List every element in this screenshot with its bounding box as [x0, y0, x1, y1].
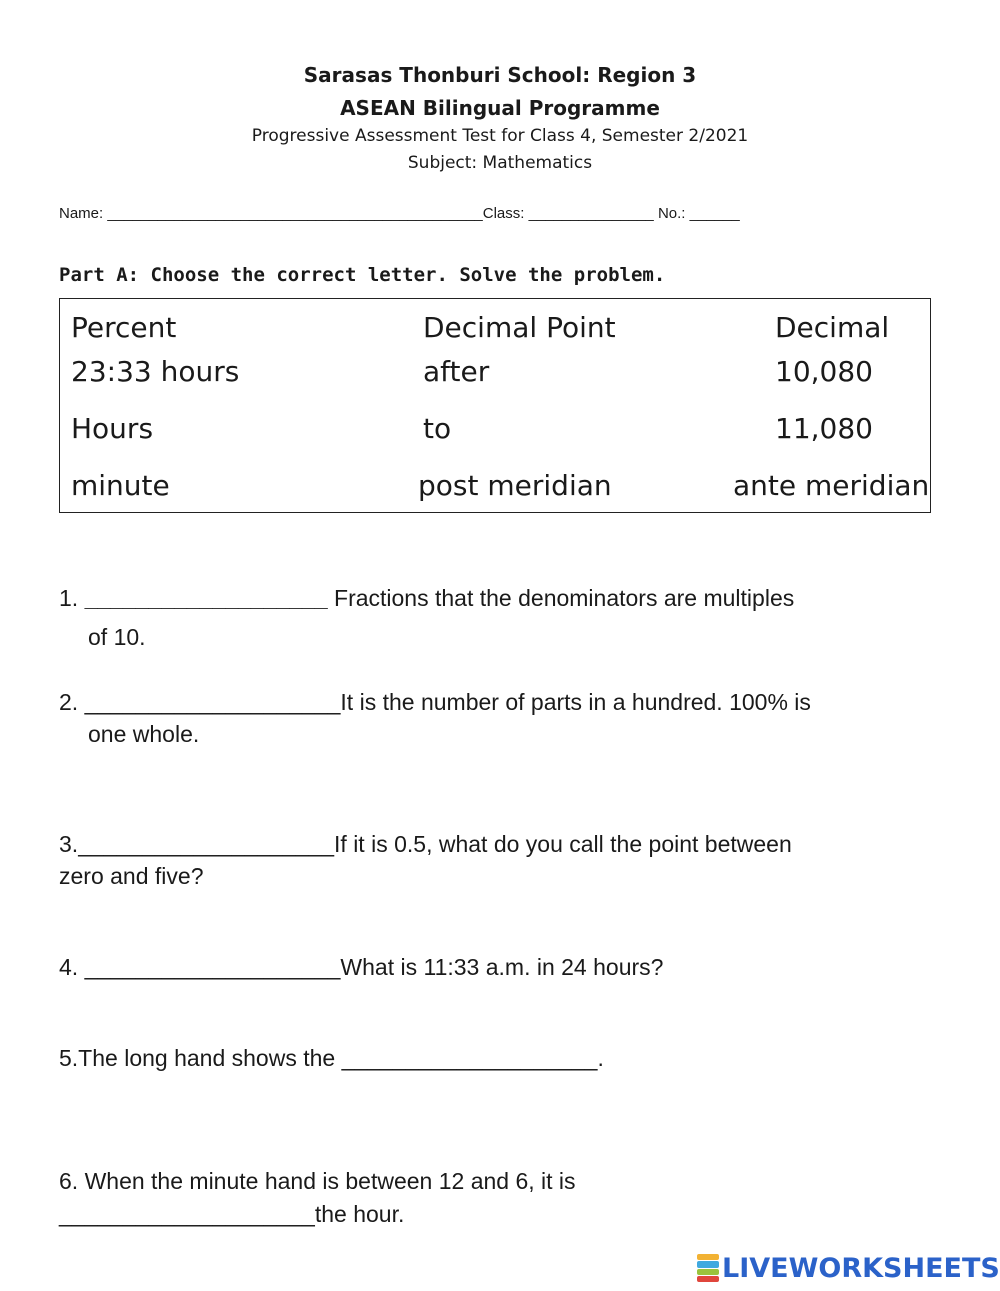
answer-blank[interactable]: ____________________	[84, 954, 341, 980]
programme-title: ASEAN Bilingual Programme	[340, 96, 660, 120]
question-6-continued	[59, 1198, 404, 1230]
word-bank-cell: post meridian	[418, 469, 612, 502]
word-bank-cell: ante meridian	[733, 469, 930, 502]
liveworksheets-mark-icon	[697, 1254, 719, 1282]
liveworksheets-logo[interactable]	[697, 1252, 1000, 1284]
word-bank-cell: Hours	[71, 412, 154, 445]
answer-blank[interactable]: ____________________	[341, 1045, 598, 1071]
word-bank-cell: Decimal	[775, 311, 890, 344]
question-text: If it is 0.5, what do you call the point between	[334, 831, 792, 857]
student-info-line	[59, 205, 740, 222]
question-text: Fractions that the denominators are multiples	[327, 585, 795, 611]
question-6: 6. When the minute hand is between 12 and 6, it is	[59, 1168, 576, 1194]
answer-blank[interactable]: ____________________	[84, 689, 341, 715]
word-bank-cell: minute	[71, 469, 170, 502]
answer-blank[interactable]: ____________________	[78, 831, 335, 857]
question-1	[59, 582, 794, 614]
word-bank-cell: after	[423, 355, 490, 388]
question-text-end: .	[597, 1045, 604, 1071]
word-bank-cell: Percent	[71, 311, 177, 344]
question-3	[59, 828, 792, 860]
word-bank-cell: 10,080	[775, 355, 873, 388]
question-number: 2.	[59, 689, 85, 715]
question-3-continued: zero and five?	[59, 863, 204, 889]
question-text: the hour.	[314, 1201, 405, 1227]
question-2	[59, 686, 811, 718]
class-field[interactable]: _______________	[528, 205, 654, 222]
brand-name: LIVEWORKSHEETS	[722, 1252, 1000, 1284]
question-1-continued: of 10.	[88, 624, 146, 650]
number-label: No.:	[657, 205, 686, 222]
word-bank	[59, 298, 931, 513]
question-5	[59, 1042, 604, 1074]
name-field[interactable]: _____________________________________________	[107, 205, 483, 222]
part-a-instruction: Part A: Choose the correct letter. Solve the problem.	[59, 264, 666, 286]
question-text: What is 11:33 a.m. in 24 hours?	[340, 954, 664, 980]
word-bank-cell: 23:33 hours	[71, 355, 240, 388]
word-bank-cell: Decimal Point	[423, 311, 616, 344]
test-title: Progressive Assessment Test for Class 4, Semester 2/2021	[251, 126, 749, 146]
name-label: Name:	[59, 205, 104, 222]
question-4	[59, 951, 663, 983]
answer-blank[interactable]: ____________________	[59, 1201, 315, 1227]
school-title: Sarasas Thonburi School: Region 3	[303, 63, 697, 87]
question-number: 4.	[59, 954, 85, 980]
question-text: It is the number of parts in a hundred. 100% is	[340, 689, 811, 715]
question-number: 3.	[59, 831, 79, 857]
question-number: 1.	[59, 585, 85, 611]
class-label: Class:	[482, 205, 525, 222]
question-2-continued: one whole.	[88, 721, 200, 747]
number-field[interactable]: ______	[689, 205, 740, 222]
answer-blank[interactable]: ___________________	[84, 585, 328, 611]
question-text: 5.The long hand shows the	[59, 1045, 342, 1071]
subject-title: Subject: Mathematics	[407, 153, 593, 173]
word-bank-cell: to	[423, 412, 452, 445]
word-bank-cell: 11,080	[775, 412, 873, 445]
